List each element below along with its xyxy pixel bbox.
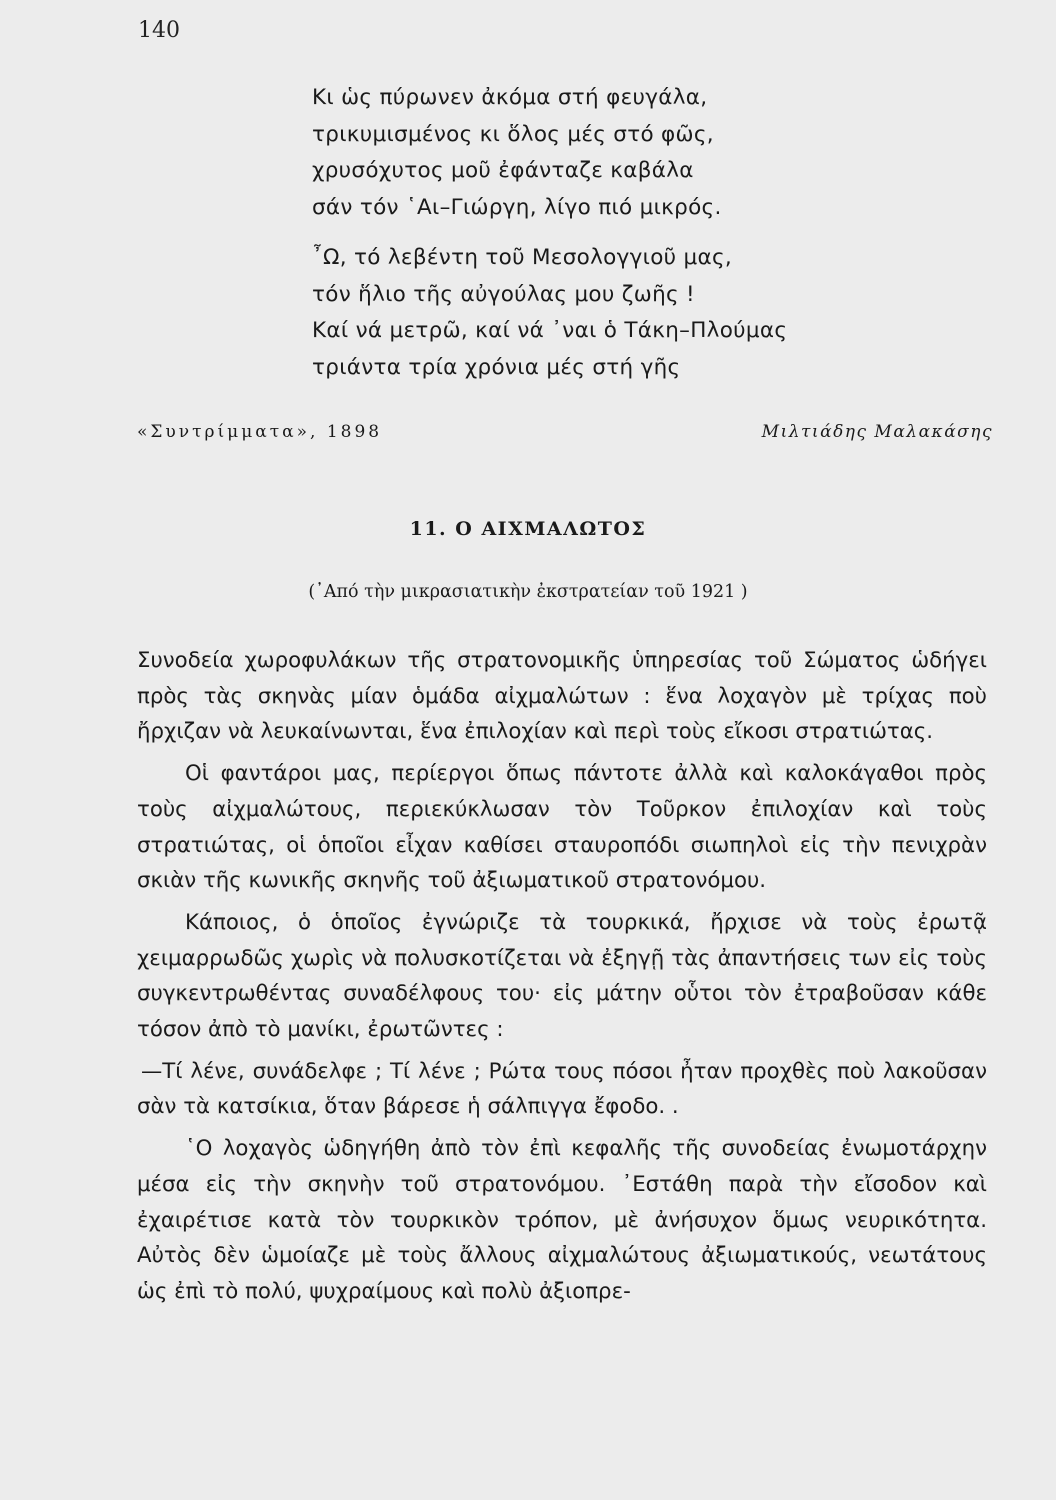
poem-attribution xyxy=(137,422,993,452)
poem-line: ῏Ω, τό λεβέντη τοῦ Μεσολογγιοῦ μας, xyxy=(312,245,733,270)
paragraph: Συνοδεία χωροφυλάκων τῆς στρατονομικῆς ὑπηρεσίας τοῦ Σώματος ὡδήγει πρὸς τὰς σκηνὰς μίαν ὁμάδα αἰχμαλώτων : ἕνα λοχαγὸν μὲ τρίχας ποὺ ἤρχιζαν νὰ λευκαίνωνται, ἕνα ἐπιλοχίαν καὶ περὶ τοὺς εἴκοσι στρατιώτας. xyxy=(137,648,987,745)
poem-line: Καί νά μετρῶ, καί νά ᾽ναι ὁ Τάκη–Πλούμας xyxy=(312,318,788,343)
poem-line: τόν ἥλιο τῆς αὐγούλας μου ζωῆς ! xyxy=(312,281,695,307)
poem xyxy=(312,80,872,386)
paragraph: Οἱ φαντάροι μας, περίεργοι ὅπως πάντοτε ἀλλὰ καὶ καλοκάγαθοι πρὸς τοὺς αἰχμαλώτους, περιεκύκλωσαν τὸν Τοῦρκον ἐπιλοχίαν καὶ τοὺς στρατιώτας, οἱ ὁποῖοι εἶχαν καθίσει σταυροπόδι σιωπηλοὶ εἰς τὴν πενιχρὰν σκιὰν τῆς κωνικῆς σκηνῆς τοῦ ἀξιωματικοῦ στρατονόμου. xyxy=(137,761,987,894)
poem-line: τρικυμισμένος κι ὅλος μές στό φῶς, xyxy=(312,121,714,147)
poem-line: χρυσόχυτος μοῦ ἐφάνταζε καβάλα xyxy=(312,158,694,183)
paragraph: —Τί λένε, συνάδελφε ; Τί λένε ; Ρώτα τους πόσοι ἦταν προχθὲς ποὺ λακοῦσαν σὰν τὰ κατσίκια, ὅταν βάρεσε ἡ σάλπιγγα ἔφοδο. . xyxy=(137,1058,987,1120)
poem-author: Μιλτιάδης Μαλακάσης xyxy=(761,422,993,442)
paragraph: Κάποιος, ὁ ὁποῖος ἐγνώριζε τὰ τουρκικά, ἤρχισε νὰ τοὺς ἐρωτᾷ χειμαρρωδῶς χωρὶς νὰ πολυσκοτίζεται νὰ ἐξηγῇ τὰς ἀπαντήσεις των εἰς τοὺς συγκεντρωθέντας συναδέλφους του· εἰς μάτην οὗτοι τὸν ἐτραβοῦσαν κάθε τόσον ἀπὸ τὸ μανίκι, ἐρωτῶντες : xyxy=(137,909,987,1043)
poem-line: σάν τόν ῾Αι–Γιώργη, λίγο πιό μικρός. xyxy=(312,194,722,220)
page-number: 140 xyxy=(138,18,180,43)
body-text xyxy=(137,643,987,1316)
poem-line: Κι ὡς πύρωνεν ἀκόμα στή φευγάλα, xyxy=(312,85,708,110)
paragraph: ῾Ο λοχαγὸς ὡδηγήθη ἀπὸ τὸν ἐπὶ κεφαλῆς τῆς συνοδείας ἐνωμοτάρχην μέσα εἰς τὴν σκηνὴν τοῦ στρατονόμου. ᾽Εστάθη παρὰ τὴν εἴσοδον καὶ ἐχαιρέτισε κατὰ τὸν τουρκικὸν τρόπον, μὲ ἀνήσυχον ὅμως νευρικότητα. Αὐτὸς δὲν ὡμοίαζε μὲ τοὺς ἄλλους αἰχμαλώτους ἀξιωματικούς, νεωτάτους ὡς ἐπὶ τὸ πολύ, ψυχραίμους καὶ πολὺ ἀξιοπρε- xyxy=(137,1136,987,1304)
chapter-title: 11. Ο ΑΙΧΜΑΛΩΤΟΣ xyxy=(409,518,647,540)
poem-line: τριάντα τρία χρόνια μές στή γῆς xyxy=(312,354,681,380)
chapter-subtitle: (᾽Από τὴν μικρασιατικὴν ἐκστρατείαν τοῦ 1921 ) xyxy=(308,582,748,602)
poem-source: «Συντρίμματα», 1898 xyxy=(137,422,383,442)
